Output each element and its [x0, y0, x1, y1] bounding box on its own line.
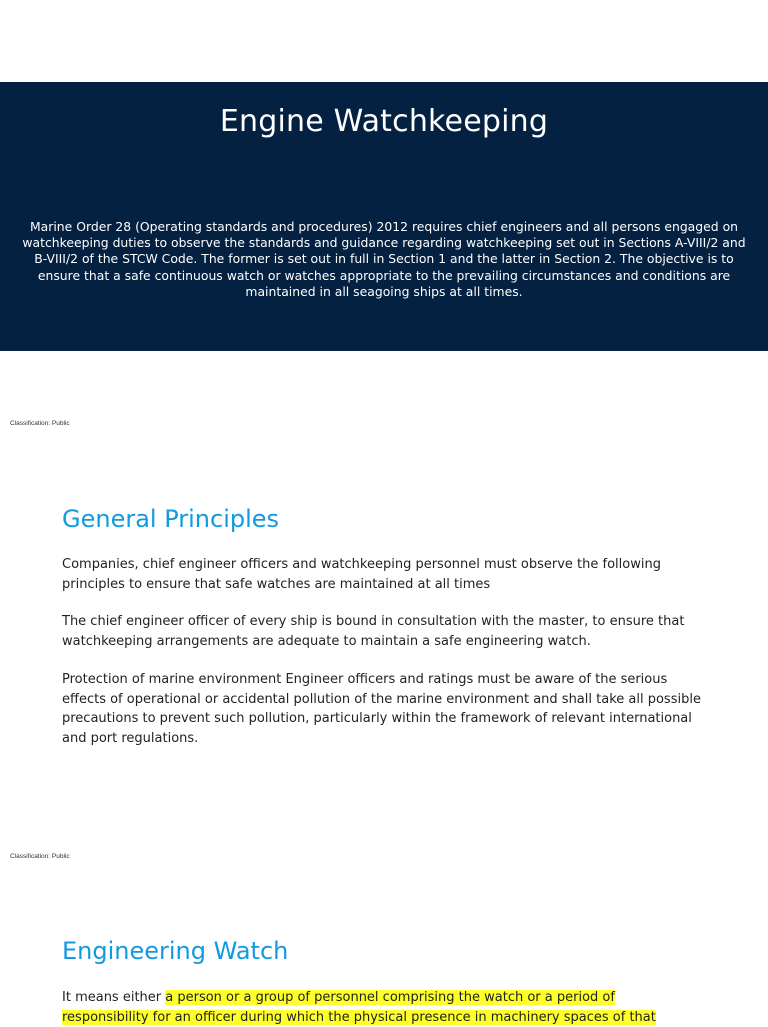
engineering-watch-heading: Engineering Watch	[62, 937, 289, 965]
engineering-watch-definition	[62, 988, 702, 1027]
principles-paragraph: Companies, chief engineer officers and watchkeeping personnel must observe the following principles to ensure that safe watches are maintained at all times	[62, 557, 661, 592]
marine-environment-paragraph: Protection of marine environment Engineer officers and ratings must be aware of the serious effects of operational or accidental pollution of the marine environment and shall take all possible precautions to prevent such pollution, particularly within the framework of relevant international and port regulations.	[62, 672, 701, 746]
title-slide	[0, 82, 768, 351]
slide-intro-text: Marine Order 28 (Operating standards and procedures) 2012 requires chief engineers and all persons engaged on watchkeeping duties to observe the standards and guidance regarding watchkeeping set out in Sections A-VIII/2 and B-VIII/2 of the STCW Code. The former is set out in full in Section 1 and the latter in Section 2. The objective is to ensure that a safe continuous watch or watches appropriate to the prevailing circumstances and conditions are maintained in all seagoing ships at all times.	[22, 219, 746, 299]
classification-label: Classification: Public	[10, 853, 70, 860]
highlighted-definition: a person or a group of personnel comprising the watch or a period of responsibility for an officer during which the physical presence in machinery spaces of that	[62, 990, 656, 1025]
general-principles-heading: General Principles	[62, 505, 280, 533]
slide-title: Engine Watchkeeping	[219, 104, 549, 139]
definition-intro: It means either	[62, 990, 166, 1005]
classification-label: Classification: Public	[10, 420, 70, 427]
chief-engineer-paragraph: The chief engineer officer of every ship is bound in consultation with the master, to ensure that watchkeeping arrangements are adequate to maintain a safe engineering watch.	[62, 614, 685, 649]
